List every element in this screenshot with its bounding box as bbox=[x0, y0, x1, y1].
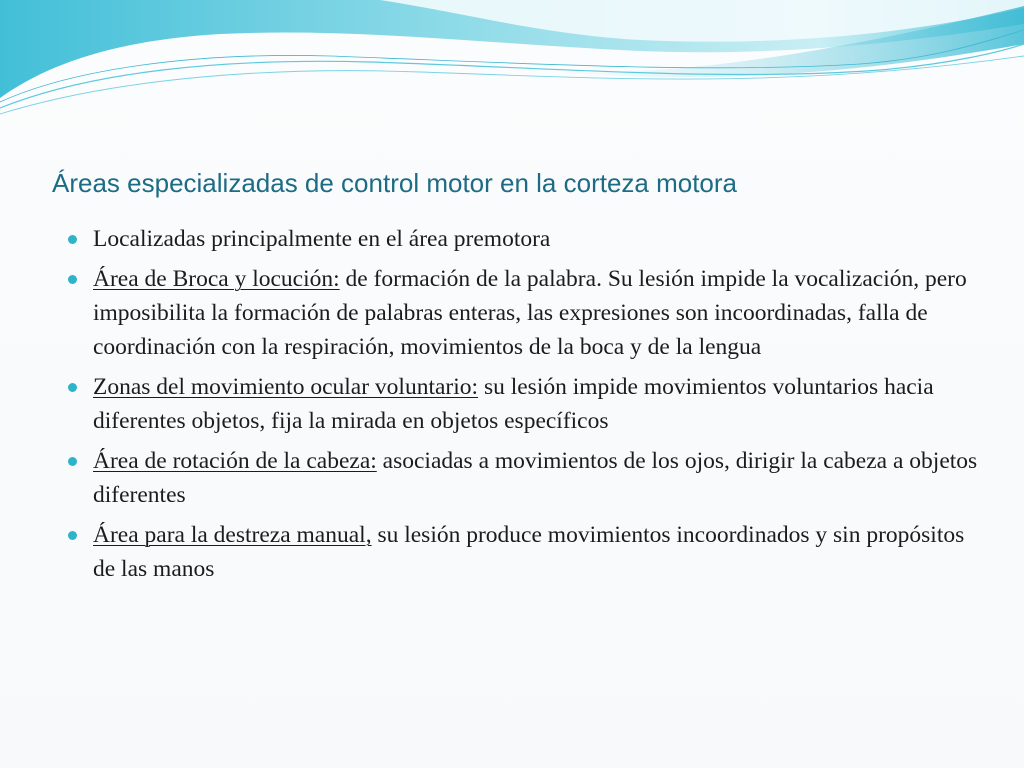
list-item-label: Área para la destreza manual, bbox=[93, 522, 372, 548]
list-item-text: su lesión produce movimientos incoordinados y sin propósitos de las manos bbox=[93, 522, 965, 582]
list-item-text: Localizadas principalmente en el área premotora bbox=[93, 226, 551, 252]
list-item bbox=[66, 370, 986, 438]
wave-decoration bbox=[0, 0, 1024, 120]
bullet-icon bbox=[68, 457, 77, 466]
list-item bbox=[66, 262, 986, 364]
bullet-icon bbox=[68, 275, 77, 284]
bullet-icon bbox=[68, 531, 77, 540]
list-item-label: Área de Broca y locución: bbox=[93, 266, 340, 292]
list-item-label: Zonas del movimiento ocular voluntario: bbox=[93, 374, 479, 400]
list-item-text: su lesión impide movimientos voluntarios hacia diferentes objetos, fija la mirada en objetos específicos bbox=[93, 374, 934, 434]
bullet-icon bbox=[68, 235, 77, 244]
list-item bbox=[66, 444, 986, 512]
list-item-text: de formación de la palabra. Su lesión impide la vocalización, pero imposibilita la formación de palabras enteras, las expresiones son incoordinadas, falla de coordinación con la respiración, movimientos de la boca y de la lengua bbox=[93, 266, 967, 360]
list-item bbox=[66, 518, 986, 586]
list-item-label: Área de rotación de la cabeza: bbox=[93, 448, 377, 474]
bullet-list bbox=[66, 222, 986, 592]
slide-title: Áreas especializadas de control motor en la corteza motora bbox=[52, 168, 738, 198]
list-item bbox=[66, 222, 986, 256]
bullet-icon bbox=[68, 383, 77, 392]
list-item-text: asociadas a movimientos de los ojos, dirigir la cabeza a objetos diferentes bbox=[93, 448, 978, 508]
